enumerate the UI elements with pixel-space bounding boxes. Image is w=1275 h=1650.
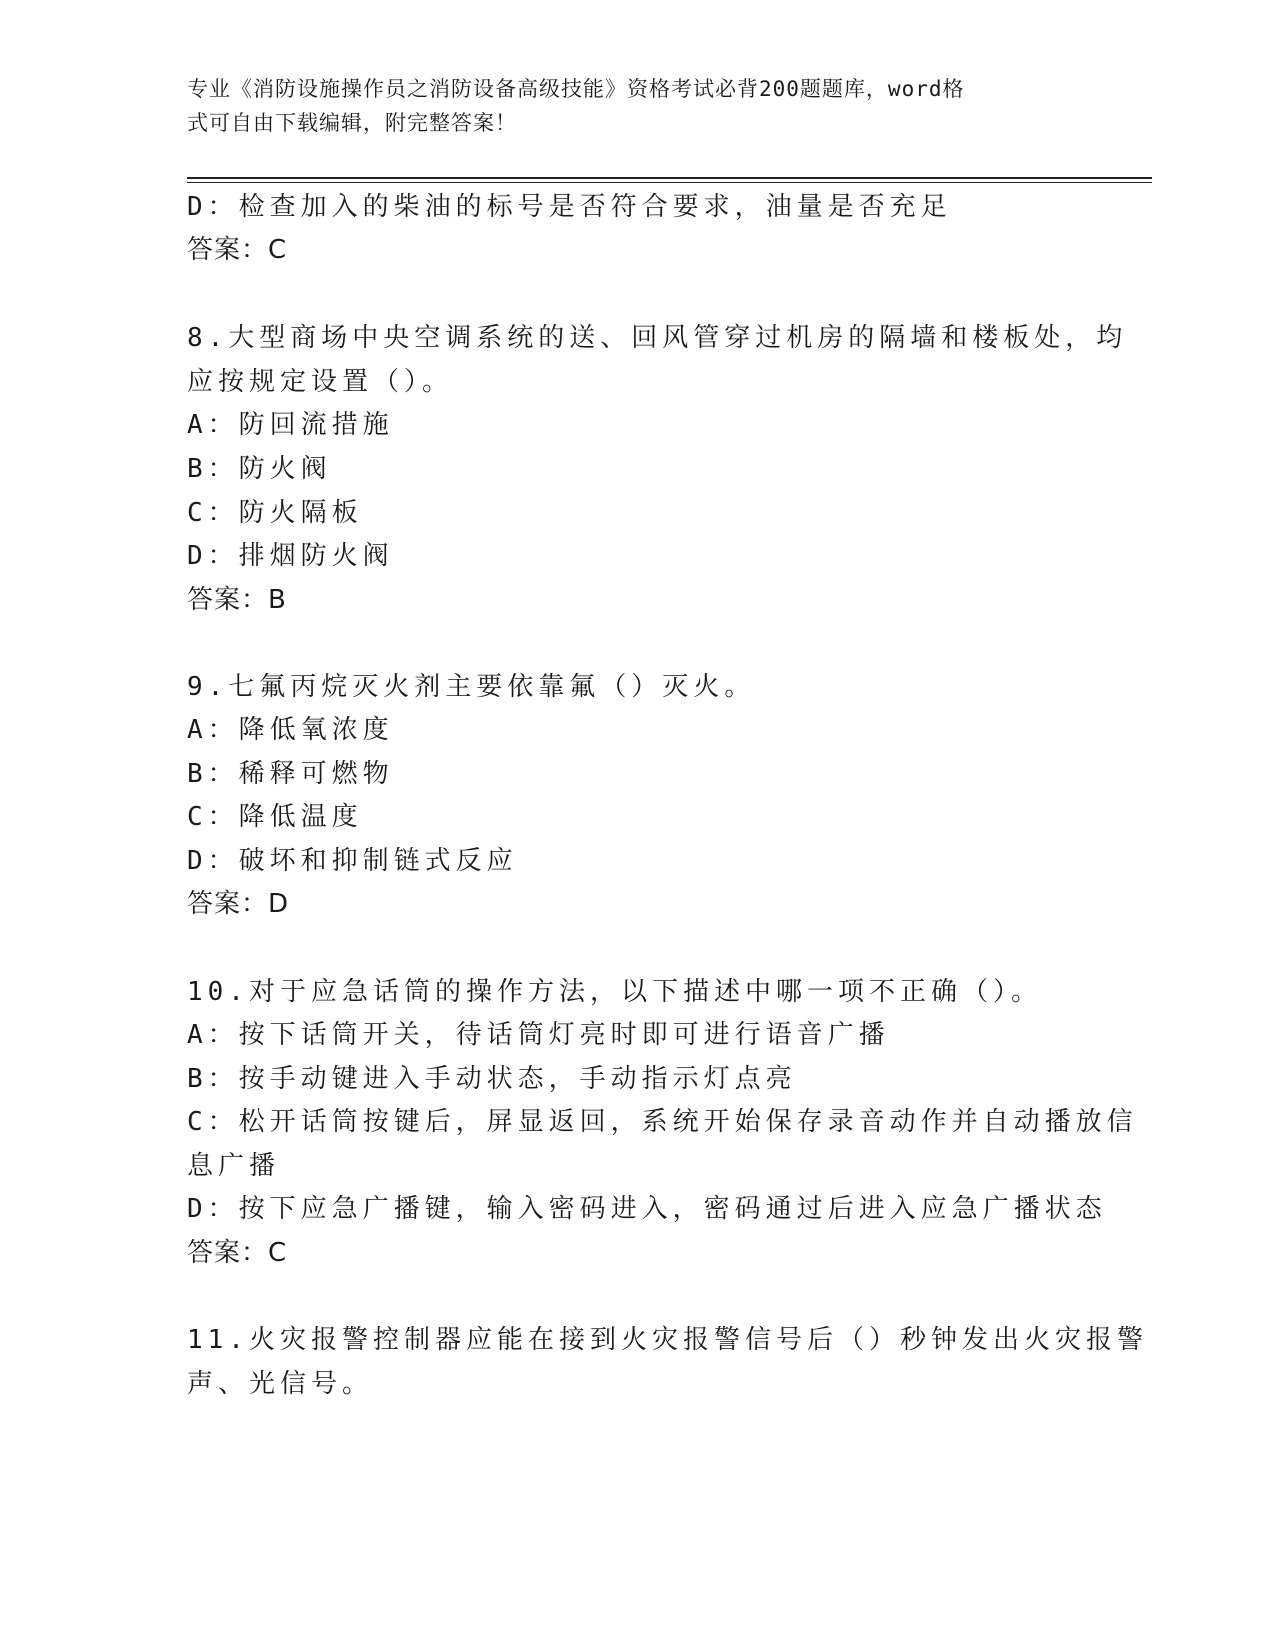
- q11-stem-line-1: 11.火灾报警控制器应能在接到火灾报警信号后（）秒钟发出火灾报警: [187, 1325, 1148, 1355]
- q7-option-d: D：检查加入的柴油的标号是否符合要求，油量是否充足: [187, 192, 952, 222]
- q8-option-b: B：防火阀: [187, 454, 332, 484]
- q9-option-b: B：稀释可燃物: [187, 759, 394, 789]
- header-line-1: 专业《消防设施操作员之消防设备高级技能》资格考试必背200题题库，word格: [187, 77, 965, 101]
- q9-answer: 答案：D: [187, 889, 290, 919]
- header-line-2: 式可自由下载编辑，附完整答案！: [187, 111, 517, 135]
- document-header: [187, 72, 1067, 140]
- q9-option-d: D：破坏和抑制链式反应: [187, 846, 518, 876]
- q8-option-c: C：防火隔板: [187, 498, 363, 528]
- q10-option-a: A：按下话筒开关，待话筒灯亮时即可进行语音广播: [187, 1020, 890, 1050]
- q10-option-b: B：按手动键进入手动状态，手动指示灯点亮: [187, 1064, 797, 1094]
- header-divider-thin: [187, 182, 1152, 183]
- header-divider-thick: [187, 177, 1152, 179]
- q8-stem-line-2: 应按规定设置（）。: [187, 367, 454, 397]
- q10-option-d: D：按下应急广播键，输入密码进入，密码通过后进入应急广播状态: [187, 1194, 1107, 1224]
- q10-stem-line-1: 10.对于应急话筒的操作方法，以下描述中哪一项不正确（）。: [187, 977, 1042, 1007]
- q9-stem-line-1: 9.七氟丙烷灭火剂主要依靠氟（）灭火。: [187, 672, 756, 702]
- q10-option-c-line-2: 息广播: [187, 1151, 281, 1181]
- q10-answer: 答案：C: [187, 1238, 288, 1268]
- q8-stem-line-1: 8.大型商场中央空调系统的送、回风管穿过机房的隔墙和楼板处，均: [187, 323, 1128, 353]
- q7-answer: 答案：C: [187, 235, 288, 265]
- q8-option-d: D：排烟防火阀: [187, 541, 394, 571]
- q9-option-c: C：降低温度: [187, 802, 363, 832]
- q8-answer: 答案：B: [187, 585, 287, 615]
- q8-option-a: A：防回流措施: [187, 410, 394, 440]
- q11-stem-line-2: 声、光信号。: [187, 1369, 374, 1399]
- q10-option-c-line-1: C：松开话筒按键后，屏显返回，系统开始保存录音动作并自动播放信: [187, 1107, 1138, 1137]
- q9-option-a: A：降低氧浓度: [187, 715, 394, 745]
